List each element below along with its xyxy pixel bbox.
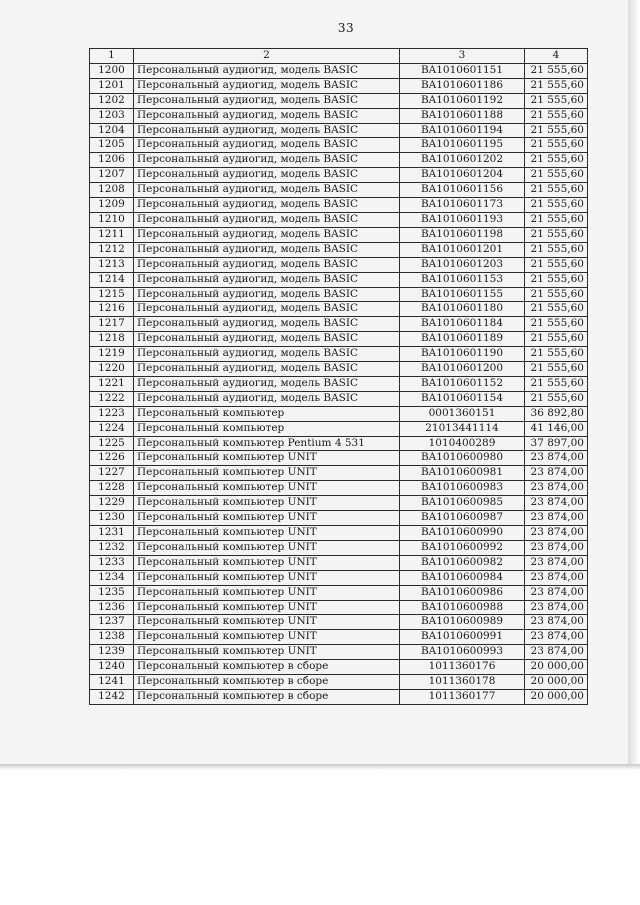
row-number: 1219 [90,347,134,362]
item-name: Персональный аудиогид, модель BASIC [134,242,400,257]
row-number: 1227 [90,466,134,481]
row-number: 1202 [90,93,134,108]
item-name: Персональный компьютер UNIT [134,481,400,496]
item-name: Персональный компьютер UNIT [134,570,400,585]
item-price: 21 555,60 [525,376,588,391]
item-name: Персональный компьютер UNIT [134,451,400,466]
item-name: Персональный аудиогид, модель BASIC [134,347,400,362]
item-price: 23 874,00 [525,585,588,600]
inventory-code: BA1010601200 [400,362,525,377]
table-row [90,138,588,153]
item-name: Персональный аудиогид, модель BASIC [134,362,400,377]
table-row [90,198,588,213]
item-name: Персональный аудиогид, модель BASIC [134,302,400,317]
item-price: 23 874,00 [525,555,588,570]
inventory-table-body [90,49,588,705]
table-row [90,317,588,332]
column-header-number: 1 [90,49,134,64]
item-name: Персональный аудиогид, модель BASIC [134,123,400,138]
inventory-code: BA1010601190 [400,347,525,362]
item-price: 21 555,60 [525,391,588,406]
row-number: 1228 [90,481,134,496]
inventory-code: 0001360151 [400,406,525,421]
item-name: Персональный компьютер UNIT [134,585,400,600]
inventory-code: BA1010601194 [400,123,525,138]
inventory-code: BA1010600984 [400,570,525,585]
item-name: Персональный компьютер UNIT [134,645,400,660]
item-price: 21 555,60 [525,168,588,183]
inventory-code: BA1010600983 [400,481,525,496]
table-row [90,242,588,257]
inventory-code: BA1010601153 [400,272,525,287]
table-row [90,660,588,675]
table-row [90,272,588,287]
row-number: 1213 [90,257,134,272]
item-name: Персональный компьютер [134,406,400,421]
row-number: 1226 [90,451,134,466]
item-name: Персональный компьютер UNIT [134,555,400,570]
item-price: 21 555,60 [525,317,588,332]
inventory-code: 21013441114 [400,421,525,436]
item-price: 23 874,00 [525,481,588,496]
table-row [90,183,588,198]
item-price: 23 874,00 [525,570,588,585]
item-name: Персональный компьютер UNIT [134,466,400,481]
table-row [90,511,588,526]
table-row [90,93,588,108]
table-row [90,630,588,645]
inventory-code: 1011360178 [400,675,525,690]
inventory-code: BA1010600989 [400,615,525,630]
item-name: Персональный аудиогид, модель BASIC [134,272,400,287]
inventory-code: BA1010601156 [400,183,525,198]
item-price: 23 874,00 [525,630,588,645]
row-number: 1214 [90,272,134,287]
inventory-code: BA1010600992 [400,540,525,555]
page-bottom-shadow [0,764,640,770]
table-row [90,362,588,377]
item-name: Персональный аудиогид, модель BASIC [134,257,400,272]
inventory-code: BA1010601201 [400,242,525,257]
row-number: 1206 [90,153,134,168]
item-price: 21 555,60 [525,138,588,153]
column-header-price: 4 [525,49,588,64]
inventory-code: BA1010600981 [400,466,525,481]
item-name: Персональный аудиогид, модель BASIC [134,93,400,108]
table-row [90,123,588,138]
item-price: 21 555,60 [525,332,588,347]
inventory-code: BA1010601184 [400,317,525,332]
inventory-code: BA1010601154 [400,391,525,406]
inventory-code: BA1010600985 [400,496,525,511]
row-number: 1234 [90,570,134,585]
inventory-code: BA1010601152 [400,376,525,391]
item-price: 23 874,00 [525,496,588,511]
item-price: 20 000,00 [525,660,588,675]
table-row [90,302,588,317]
row-number: 1220 [90,362,134,377]
row-number: 1224 [90,421,134,436]
row-number: 1212 [90,242,134,257]
table-row [90,600,588,615]
row-number: 1221 [90,376,134,391]
item-name: Персональный компьютер UNIT [134,615,400,630]
page-number: 33 [337,21,355,35]
item-price: 41 146,00 [525,421,588,436]
table-row [90,436,588,451]
item-name: Персональный аудиогид, модель BASIC [134,153,400,168]
item-price: 21 555,60 [525,227,588,242]
item-name: Персональный компьютер UNIT [134,526,400,541]
inventory-code: BA1010601188 [400,108,525,123]
table-row [90,645,588,660]
table-row [90,212,588,227]
inventory-code: BA1010601151 [400,63,525,78]
row-number: 1203 [90,108,134,123]
row-number: 1217 [90,317,134,332]
table-row [90,466,588,481]
row-number: 1211 [90,227,134,242]
row-number: 1241 [90,675,134,690]
table-row [90,168,588,183]
inventory-code: BA1010600980 [400,451,525,466]
row-number: 1223 [90,406,134,421]
row-number: 1216 [90,302,134,317]
item-name: Персональный аудиогид, модель BASIC [134,317,400,332]
item-name: Персональный компьютер UNIT [134,496,400,511]
row-number: 1225 [90,436,134,451]
table-row [90,675,588,690]
item-price: 21 555,60 [525,108,588,123]
row-number: 1209 [90,198,134,213]
item-name: Персональный компьютер UNIT [134,511,400,526]
item-price: 21 555,60 [525,212,588,227]
item-name: Персональный аудиогид, модель BASIC [134,332,400,347]
table-row [90,78,588,93]
inventory-code: BA1010600993 [400,645,525,660]
item-price: 20 000,00 [525,689,588,704]
table-row [90,526,588,541]
item-name: Персональный аудиогид, модель BASIC [134,227,400,242]
item-price: 21 555,60 [525,362,588,377]
item-name: Персональный аудиогид, модель BASIC [134,138,400,153]
inventory-code: 1010400289 [400,436,525,451]
inventory-table [89,48,588,705]
item-price: 21 555,60 [525,272,588,287]
item-price: 21 555,60 [525,347,588,362]
item-name: Персональный аудиогид, модель BASIC [134,376,400,391]
inventory-code: BA1010600988 [400,600,525,615]
row-number: 1235 [90,585,134,600]
row-number: 1242 [90,689,134,704]
table-row [90,153,588,168]
item-name: Персональный компьютер [134,421,400,436]
column-header-name: 2 [134,49,400,64]
inventory-code: BA1010601186 [400,78,525,93]
item-name: Персональный компьютер Pentium 4 531 [134,436,400,451]
inventory-code: BA1010601195 [400,138,525,153]
item-price: 20 000,00 [525,675,588,690]
item-name: Персональный компьютер UNIT [134,540,400,555]
row-number: 1238 [90,630,134,645]
table-row [90,347,588,362]
table-row [90,227,588,242]
item-price: 21 555,60 [525,153,588,168]
item-name: Персональный аудиогид, модель BASIC [134,63,400,78]
inventory-code: BA1010601203 [400,257,525,272]
item-name: Персональный аудиогид, модель BASIC [134,108,400,123]
row-number: 1204 [90,123,134,138]
row-number: 1215 [90,287,134,302]
item-name: Персональный аудиогид, модель BASIC [134,212,400,227]
item-name: Персональный компьютер UNIT [134,630,400,645]
item-price: 21 555,60 [525,78,588,93]
item-price: 21 555,60 [525,257,588,272]
row-number: 1237 [90,615,134,630]
table-row [90,287,588,302]
inventory-code: BA1010601173 [400,198,525,213]
item-price: 23 874,00 [525,511,588,526]
item-price: 23 874,00 [525,451,588,466]
table-row [90,108,588,123]
row-number: 1232 [90,540,134,555]
inventory-code: BA1010601202 [400,153,525,168]
row-number: 1233 [90,555,134,570]
table-row [90,391,588,406]
item-price: 23 874,00 [525,466,588,481]
inventory-code: BA1010600990 [400,526,525,541]
item-name: Персональный аудиогид, модель BASIC [134,287,400,302]
inventory-code: BA1010601155 [400,287,525,302]
table-row [90,496,588,511]
row-number: 1218 [90,332,134,347]
page-edge-shadow [628,0,640,766]
item-name: Персональный компьютер UNIT [134,600,400,615]
item-price: 21 555,60 [525,287,588,302]
row-number: 1230 [90,511,134,526]
table-row [90,376,588,391]
row-number: 1222 [90,391,134,406]
table-row [90,585,588,600]
table-row [90,689,588,704]
inventory-code: 1011360177 [400,689,525,704]
inventory-code: BA1010601180 [400,302,525,317]
inventory-code: BA1010600991 [400,630,525,645]
inventory-code: BA1010600987 [400,511,525,526]
row-number: 1239 [90,645,134,660]
row-number: 1200 [90,63,134,78]
inventory-code: BA1010601204 [400,168,525,183]
item-name: Персональный аудиогид, модель BASIC [134,391,400,406]
row-number: 1208 [90,183,134,198]
item-price: 37 897,00 [525,436,588,451]
row-number: 1207 [90,168,134,183]
item-price: 21 555,60 [525,198,588,213]
item-name: Персональный аудиогид, модель BASIC [134,198,400,213]
item-price: 21 555,60 [525,93,588,108]
table-row [90,615,588,630]
item-price: 23 874,00 [525,540,588,555]
table-row [90,481,588,496]
item-name: Персональный аудиогид, модель BASIC [134,78,400,93]
table-row [90,451,588,466]
row-number: 1205 [90,138,134,153]
table-row [90,63,588,78]
inventory-code: BA1010600986 [400,585,525,600]
item-price: 21 555,60 [525,302,588,317]
item-price: 21 555,60 [525,123,588,138]
table-row [90,406,588,421]
row-number: 1236 [90,600,134,615]
inventory-code: BA1010600982 [400,555,525,570]
row-number: 1240 [90,660,134,675]
column-header-inventory-code: 3 [400,49,525,64]
inventory-code: BA1010601193 [400,212,525,227]
inventory-code: BA1010601189 [400,332,525,347]
item-name: Персональный аудиогид, модель BASIC [134,168,400,183]
table-row [90,257,588,272]
inventory-code: BA1010601198 [400,227,525,242]
inventory-code: 1011360176 [400,660,525,675]
table-row [90,555,588,570]
item-name: Персональный компьютер в сборе [134,689,400,704]
item-price: 21 555,60 [525,63,588,78]
item-price: 23 874,00 [525,600,588,615]
row-number: 1201 [90,78,134,93]
item-price: 21 555,60 [525,183,588,198]
table-row [90,540,588,555]
table-row [90,332,588,347]
inventory-code: BA1010601192 [400,93,525,108]
row-number: 1229 [90,496,134,511]
item-price: 23 874,00 [525,526,588,541]
item-price: 23 874,00 [525,645,588,660]
item-name: Персональный компьютер в сборе [134,675,400,690]
row-number: 1210 [90,212,134,227]
item-name: Персональный аудиогид, модель BASIC [134,183,400,198]
row-number: 1231 [90,526,134,541]
item-price: 23 874,00 [525,615,588,630]
table-header-row [90,49,588,64]
table-row [90,570,588,585]
item-name: Персональный компьютер в сборе [134,660,400,675]
table-row [90,421,588,436]
item-price: 36 892,80 [525,406,588,421]
item-price: 21 555,60 [525,242,588,257]
